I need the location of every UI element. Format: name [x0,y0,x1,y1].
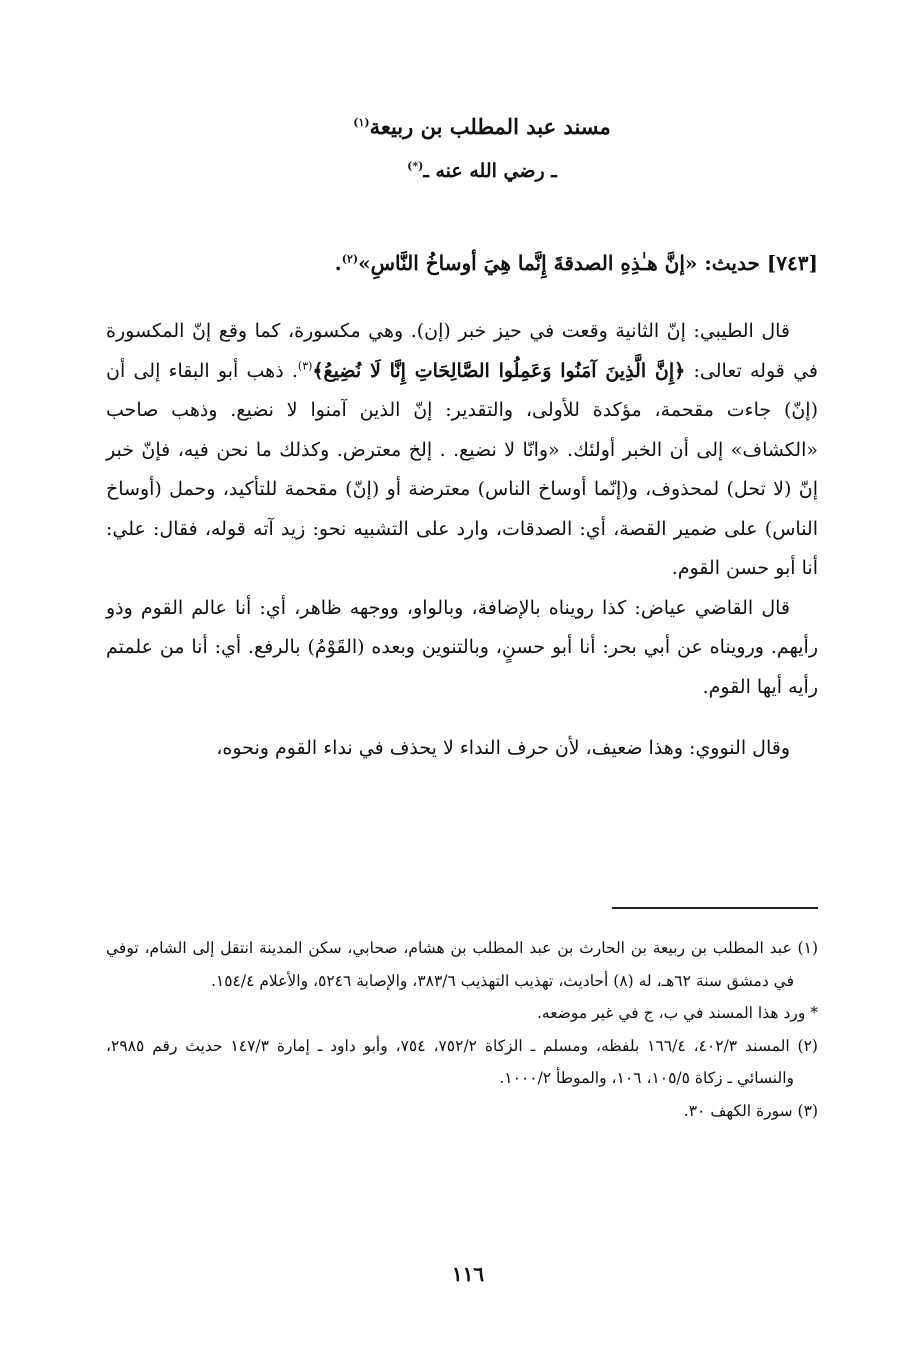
paragraph-1-part-b: . ذهب أبو البقاء إلى أن (إنّ) جاءت مقحمة، مؤكدة للأولى، والتقدير: إنّ الذين آمنوا لا نضيع. وذهب صاحب «الكشاف» إلى أن الخبر أولئك. «وانّا لا نضيع. . إلخ معترض. وكذلك ما نحن فيه، فإنّ خبر إنّ (لا تحل) لمحذوف، و(إنّما أوساخ الناس) معترضة أو (إنّ) مقحمة للتأكيد، وحمل (أوساخ الناس) على ضمير القصة، أي: الصدقات، وارد على التشبيه نحو: زيد آته قوله، فقال: علي: أنا أبو حسن القوم. [106,359,818,579]
quran-verse: ﴿إِنَّ الَّذِينَ آمَنُوا وَعَمِلُوا الصَّالِحَاتِ إِنَّا لَا نُضِيعُ﴾ [312,359,686,382]
title-footnote-ref: (١) [353,116,370,129]
footnote-1: (١) عبد المطلب بن ربيعة بن الحارث بن عبد المطلب بن هشام، صحابي، سكن المدينة انتقل إلى الشام، توفي في دمشق سنة ٦٢هـ، له (٨) أحاديث، تهذيب التهذيب ٣٨٣/٦، والإصابة ٥٢٤٦، والأعلام ١٥٤/٤. [106,939,818,990]
page-subtitle [0,156,924,186]
paragraph-2: قال القاضي عياض: كذا رويناه بالإضافة، وبالواو، ووجهه ظاهر، أي: أنا عالم القوم وذو رأيهم. ورويناه عن أبي بحر: أنا أبو حسنٍ، وبالتنوين وبعده (القَوْمُ) بالرفع. أي: أنا من علمتم رأيه أيها القوم. [106,596,818,698]
hadith-text: «إنَّ هـٰذِهِ الصدقةَ إِنَّما هِيَ أوساخُ النَّاسِ» [358,251,698,275]
footnote-2: (٢) المسند ٤٠٢/٣، ١٦٦/٤ بلفظه، ومسلم ـ الزكاة ٧٥٢/٢، ٧٥٤، وأبو داود ـ إمارة ١٤٧/٣ حديث رقم ٢٩٨٥، والنسائي ـ زكاة ١٠٥/٥، ١٠٦، والموطأ ١٠٠٠/٢. [106,1036,818,1087]
hadith-number: [٧٤٣] [766,251,818,275]
hadith-footnote-ref: (٢) [341,252,359,266]
hadith-end: . [334,251,342,275]
quran-footnote-ref: (٣) [297,359,313,373]
hadith-heading [108,248,818,278]
page-number: ١١٦ [451,1262,485,1286]
hadith-label: حديث: [704,251,760,275]
footnote-3: (٣) سورة الكهف ٣٠. [683,1101,818,1120]
footnote-divider [612,907,818,909]
subtitle-text: ـ رضي الله عنه ـ [423,160,557,182]
subtitle-footnote-ref: (*) [407,159,424,173]
paragraph-1 [106,312,818,589]
footnote-star: * ورد هذا المسند في ب، ج في غير موضعه. [537,1004,818,1022]
page-title [0,112,924,142]
paragraph-3: وقال النووي: وهذا ضعيف، لأن حرف النداء لا يحذف في نداء القوم ونحوه، [216,737,790,759]
paragraph-1-part-a: قال الطيبي: إنّ الثانية وقعت في حيز خبر (إن). وهي مكسورة، كما وقع إنّ المكسورة في قوله تعالى: [106,320,818,382]
title-text: مسند عبد المطلب بن ربيعة [369,114,611,139]
commentary-body [106,312,818,769]
section-heading [0,112,924,186]
footnotes [106,932,818,1127]
